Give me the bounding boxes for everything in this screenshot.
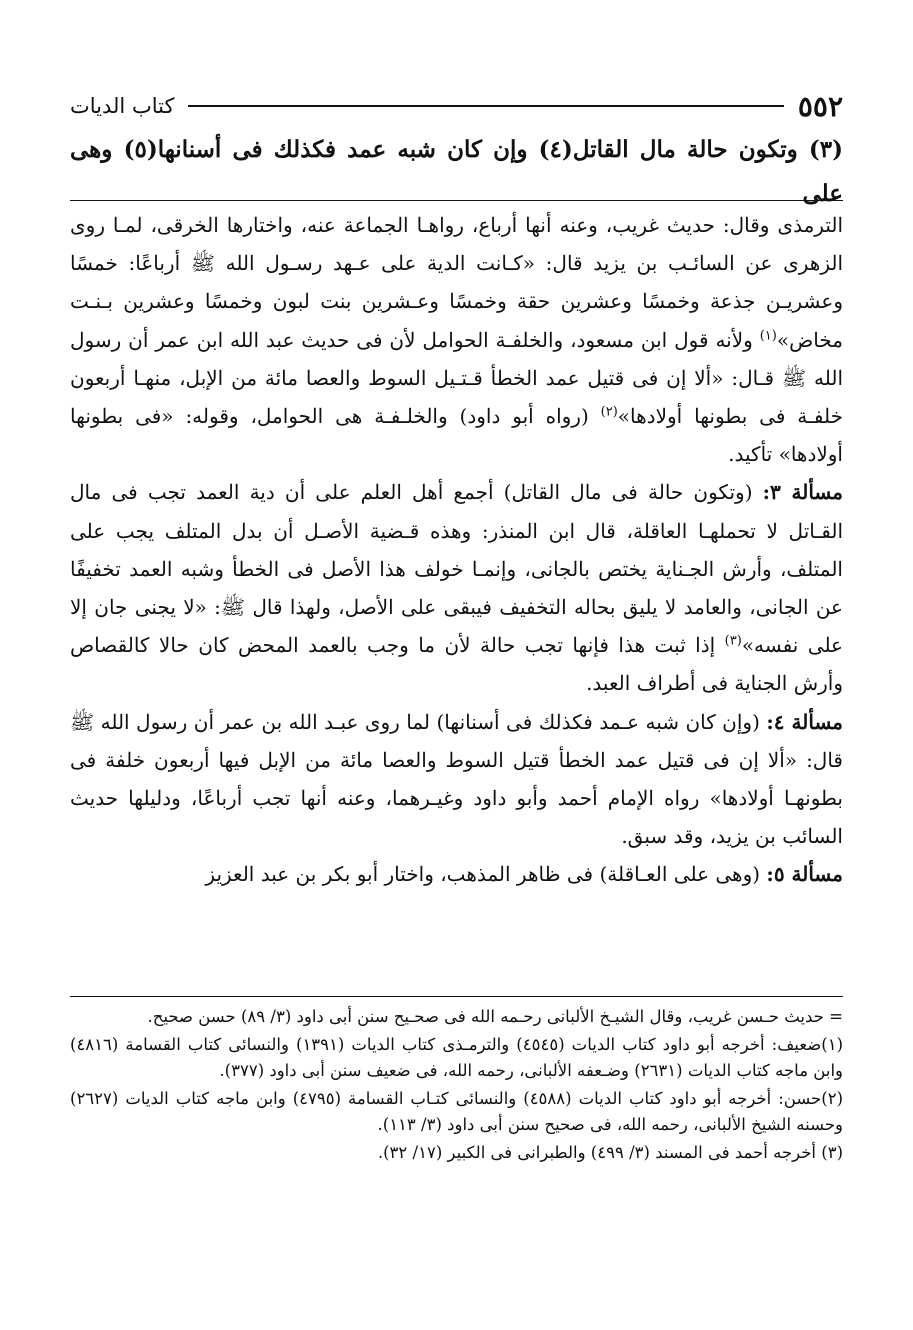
- matn-text: (٣) وتكون حالة مال القاتل(٤) وإن كان شبه عمد فكذلك فى أسنانها(٥) وهى على: [70, 136, 843, 207]
- footnote-ref-3: (٣): [724, 633, 742, 649]
- masala-label-5: مسألة ٥:: [766, 862, 843, 887]
- commentary-body: [70, 206, 843, 894]
- footnote-ref-2: (٢): [600, 404, 618, 420]
- header-rule: [188, 105, 783, 107]
- paragraph-masala-4: مسألة ٤: (وإن كان شبه عـمد فكذلك فى أسنانها) لما روى عبـد الله بن عمر أن رسول الله ﷺ قال: «ألا إن فى قتيل عمد الخطأ قتيل السوط والعصا مائة من الإبل فيها أربعون خلفة فى بطونهـا أولادها» رواه الإمام أحمد وأبو داود وغيـرهما، وعنه أنها تجب أرباعًا، ودليلها حديث السائب بن يزيد، وقد سبق.: [70, 709, 843, 849]
- footnote-3: (٣) أخرجه أحمد فى المسند (٣/ ٤٩٩) والطبرانى فى الكبير (١٧/ ٣٢).: [377, 1142, 843, 1162]
- page-number: ٥٥٢: [797, 89, 843, 123]
- paragraph-intro: الترمذى وقال: حديث غريب، وعنه أنها أرباع، رواهـا الجماعة عنه، واختارها الخرقى، لمـا روى الزهرى عن السائـب بن يزيد قال: «كـانت الدية على عـهد رسـول الله ﷺ أرباعًا: خمسًا وعشريـن جذعة وخمسًا وعشرين حقة وخمسًا وعـشرين بنت لبون وخمسًا وعشرين بـنـت مخاض»$^{(١)}$ ولأنه قول ابن مسعود، والخلفـة الحوامل لأن فى حديث عبد الله ابن عمر أن رسول الله ﷺ قـال: «ألا إن فى قتيل عمد الخطأ قـتـيل السوط والعصا مائة من الإبل، منهـا أربعون خلفـة فى بطونها أولادها»$^{(٢)}$ (رواه أبو داود) والخلـفـة هى الحوامل، وقوله: «فى بطونها أولادها» تأكيد.: [70, 213, 843, 467]
- footnote-continuation: = حديث حـسن غريب، وقال الشيـخ الألبانى رحـمه الله فى صحـيح سنن أبى داود (٣/ ٨٩) حسن صحيح.: [147, 1007, 843, 1026]
- footnote-2: (٢)حسن: أخرجه أبو داود كتاب الديات (٤٥٨٨) والنسائى كتـاب القسامة (٤٧٩٥) وابن ماجه كتاب الديات (٢٦٢٧) وحسنه الشيخ الألبانى، رحمه الله، فى صحيح سنن أبى داود (٣/ ١١٣).: [70, 1088, 843, 1134]
- footnotes: [70, 1004, 843, 1167]
- matn-divider: [70, 200, 843, 201]
- book-title: كتاب الديات: [70, 94, 175, 118]
- paragraph-masala-3: مسألة ٣: (وتكون حالة فى مال القاتل) أجمع أهل العلم على أن دية العمد تجب فى مال القـاتل لا تحملهـا العاقلة، قال ابن المنذر: وهذه قـضية الأصـل أن بدل المتلف يجب على المتلف، وأرش الجـناية يختص بالجانى، وإنمـا خولف هذا الأصل فى الخطأ وشبه العمد تخفيفًا عن الجانى، والعامد لا يليق بحاله التخفيف فيبقى على الأصل، ولهذا قال ﷺ: «لا يجنى جان إلا على نفسه»$^{(٣)}$ إذا ثبت هذا فإنها تجب حالة لأن ما وجب بالعمد المحض كان حالا كالقصاص وأرش الجناية فى أطراف العبد.: [70, 480, 843, 696]
- footnote-1: (١)ضعيف: أخرجه أبو داود كتاب الديات (٤٥٤٥) والترمـذى كتاب الديات (١٣٩١) والنسائى كتاب القسامة (٤٨١٦) وابن ماجه كتاب الديات (٢٦٣١) وضـعفه الألبانى، رحمه الله، فى ضعيف سنن أبى داود (٣٧٧).: [70, 1034, 844, 1080]
- footnote-ref-1: (١): [759, 327, 777, 343]
- footnote-divider: [70, 996, 843, 997]
- masala-label-4: مسألة ٤:: [766, 709, 843, 734]
- page-header: [70, 88, 843, 124]
- masala-label-3: مسألة ٣:: [762, 480, 843, 505]
- paragraph-masala-5: مسألة ٥: (وهى على العـاقلة) فى ظاهر المذهب، واختار أبو بكر بن عبد العزيز: [205, 862, 843, 887]
